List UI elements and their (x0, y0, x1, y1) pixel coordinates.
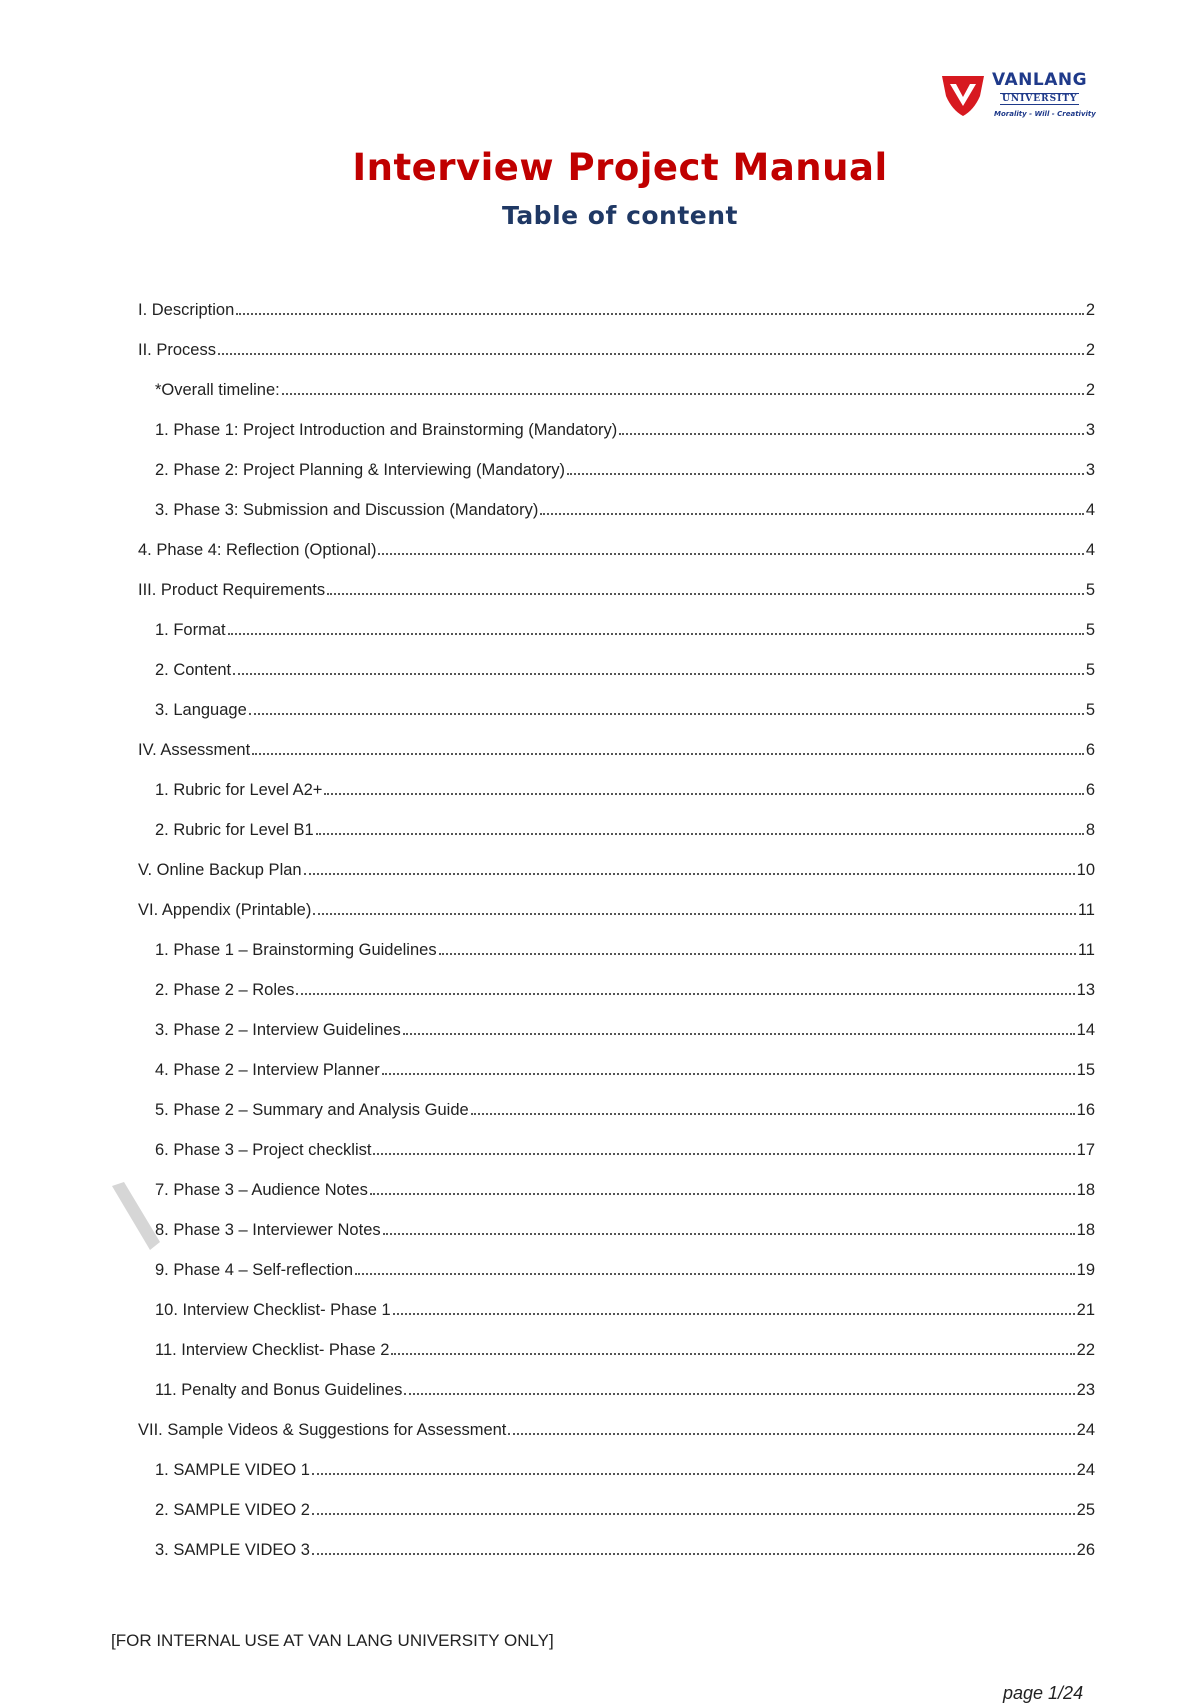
toc-dot-leader (619, 433, 1084, 435)
toc-dot-leader (327, 593, 1084, 595)
toc-dot-leader (304, 873, 1075, 875)
toc-dot-leader (471, 1113, 1075, 1115)
toc-entry[interactable] (138, 360, 1095, 400)
toc-dot-leader (391, 1353, 1074, 1355)
toc-entry-label: 6. Phase 3 – Project checklist (155, 1141, 372, 1159)
toc-dot-leader (567, 473, 1084, 475)
toc-entry-page: 24 (1076, 1421, 1095, 1439)
toc-entry-page: 5 (1085, 581, 1095, 599)
toc-dot-leader (249, 713, 1084, 715)
toc-dot-leader (236, 313, 1084, 315)
toc-entry-page: 15 (1076, 1061, 1095, 1079)
toc-entry[interactable] (138, 1080, 1095, 1120)
toc-dot-leader (404, 1393, 1074, 1395)
logo-subtitle: UNIVERSITY (1002, 94, 1078, 104)
toc-entry-label: 2. Rubric for Level B1 (155, 821, 314, 839)
toc-entry[interactable] (138, 600, 1095, 640)
toc-entry-page: 5 (1085, 621, 1095, 639)
toc-entry-label: 9. Phase 4 – Self-reflection (155, 1261, 354, 1279)
toc-entry[interactable] (138, 1440, 1095, 1480)
toc-entry[interactable] (138, 840, 1095, 880)
toc-entry-label: II. Process (138, 341, 216, 359)
page-title: Interview Project Manual (352, 146, 888, 189)
toc-entry-page: 4 (1085, 501, 1095, 519)
toc-entry-label: 2. Phase 2: Project Planning & Interviewing (Mandatory) (155, 461, 565, 479)
toc-entry-label: 1. Phase 1: Project Introduction and Brainstorming (Mandatory) (155, 421, 618, 439)
toc-entry[interactable] (138, 1360, 1095, 1400)
toc-entry-label: *Overall timeline: (155, 381, 280, 399)
toc-entry[interactable] (138, 760, 1095, 800)
toc-entry-page: 14 (1076, 1021, 1095, 1039)
toc-dot-leader (393, 1313, 1075, 1315)
toc-entry-label: 3. SAMPLE VIDEO 3 (155, 1541, 310, 1559)
toc-entry[interactable] (138, 320, 1095, 360)
toc-entry[interactable] (138, 720, 1095, 760)
toc-dot-leader (378, 553, 1083, 555)
toc-entry-page: 6 (1085, 781, 1095, 799)
toc-entry-label: 4. Phase 4: Reflection (Optional) (138, 541, 377, 559)
toc-entry-page: 3 (1085, 461, 1095, 479)
toc-entry-label: 11. Interview Checklist- Phase 2 (155, 1341, 390, 1359)
logo-name: VANLANG (992, 70, 1088, 90)
toc-entry-page: 22 (1076, 1341, 1095, 1359)
toc-dot-leader (312, 1553, 1075, 1555)
toc-entry-page: 2 (1085, 301, 1095, 319)
toc-entry-label: 1. SAMPLE VIDEO 1 (155, 1461, 310, 1479)
toc-entry-label: IV. Assessment (138, 741, 251, 759)
toc-entry-page: 24 (1076, 1461, 1095, 1479)
toc-dot-leader (403, 1033, 1075, 1035)
toc-dot-leader (370, 1193, 1075, 1195)
toc-entry-page: 4 (1085, 541, 1095, 559)
logo-motto: Morality - Will - Creativity (994, 110, 1096, 118)
toc-dot-leader (282, 393, 1084, 395)
toc-entry[interactable] (138, 1400, 1095, 1440)
toc-dot-leader (373, 1153, 1074, 1155)
toc-entry[interactable] (138, 960, 1095, 1000)
toc-entry-page: 13 (1076, 981, 1095, 999)
toc-dot-leader (508, 1433, 1074, 1435)
toc-entry-label: 3. Language (155, 701, 247, 719)
toc-entry-page: 5 (1085, 701, 1095, 719)
toc-dot-leader (313, 913, 1076, 915)
toc-entry-label: 5. Phase 2 – Summary and Analysis Guide (155, 1101, 469, 1119)
toc-entry[interactable] (138, 560, 1095, 600)
vanlang-shield-icon (940, 72, 986, 118)
toc-entry-label: 2. SAMPLE VIDEO 2 (155, 1501, 310, 1519)
toc-entry-page: 6 (1085, 741, 1095, 759)
table-of-contents (138, 280, 1095, 1560)
toc-entry-label: III. Product Requirements (138, 581, 326, 599)
toc-dot-leader (383, 1233, 1075, 1235)
toc-entry[interactable] (138, 920, 1095, 960)
toc-entry-label: 2. Content (155, 661, 232, 679)
toc-entry[interactable] (138, 1320, 1095, 1360)
toc-entry-label: 8. Phase 3 – Interviewer Notes (155, 1221, 381, 1239)
toc-dot-leader (312, 1513, 1075, 1515)
toc-entry-label: VII. Sample Videos & Suggestions for Assessment (138, 1421, 507, 1439)
toc-entry-page: 18 (1076, 1221, 1095, 1239)
toc-entry-page: 10 (1076, 861, 1095, 879)
toc-entry-page: 8 (1085, 821, 1095, 839)
toc-entry-page: 11 (1077, 901, 1095, 919)
toc-entry[interactable] (138, 1040, 1095, 1080)
toc-entry-page: 3 (1085, 421, 1095, 439)
toc-entry[interactable] (138, 520, 1095, 560)
toc-entry-page: 21 (1076, 1301, 1095, 1319)
footer-note: [FOR INTERNAL USE AT VAN LANG UNIVERSITY ONLY] (111, 1631, 554, 1650)
page-number: page 1/24 (1003, 1683, 1084, 1703)
toc-entry-label: 10. Interview Checklist- Phase 1 (155, 1301, 391, 1319)
toc-entry[interactable] (138, 880, 1095, 920)
toc-entry[interactable] (138, 680, 1095, 720)
toc-entry-label: V. Online Backup Plan (138, 861, 302, 879)
toc-entry-page: 2 (1085, 341, 1095, 359)
toc-dot-leader (233, 673, 1084, 675)
toc-entry[interactable] (138, 800, 1095, 840)
toc-entry-label: 1. Format (155, 621, 226, 639)
toc-entry-label: 4. Phase 2 – Interview Planner (155, 1061, 380, 1079)
toc-entry-page: 23 (1076, 1381, 1095, 1399)
toc-entry-page: 2 (1085, 381, 1095, 399)
toc-entry-label: I. Description (138, 301, 235, 319)
toc-entry[interactable] (138, 1200, 1095, 1240)
university-logo (940, 68, 1100, 124)
toc-entry-page: 25 (1076, 1501, 1095, 1519)
toc-entry[interactable] (138, 440, 1095, 480)
toc-dot-leader (355, 1273, 1075, 1275)
toc-entry-label: 1. Phase 1 – Brainstorming Guidelines (155, 941, 437, 959)
toc-dot-leader (439, 953, 1076, 955)
toc-entry-label: 3. Phase 2 – Interview Guidelines (155, 1021, 401, 1039)
toc-entry-page: 5 (1085, 661, 1095, 679)
toc-entry[interactable] (138, 640, 1095, 680)
toc-entry[interactable] (138, 480, 1095, 520)
toc-heading: Table of content (501, 201, 739, 230)
toc-dot-leader (252, 753, 1084, 755)
toc-entry[interactable] (138, 1120, 1095, 1160)
toc-dot-leader (228, 633, 1084, 635)
toc-entry-page: 11 (1077, 941, 1095, 959)
toc-entry-label: 7. Phase 3 – Audience Notes (155, 1181, 368, 1199)
toc-entry-label: 11. Penalty and Bonus Guidelines (155, 1381, 403, 1399)
toc-dot-leader (540, 513, 1083, 515)
toc-entry-label: 3. Phase 3: Submission and Discussion (Mandatory) (155, 501, 539, 519)
toc-entry-page: 17 (1076, 1141, 1095, 1159)
toc-entry-page: 16 (1076, 1101, 1095, 1119)
toc-dot-leader (312, 1473, 1075, 1475)
toc-entry-page: 18 (1076, 1181, 1095, 1199)
toc-entry[interactable] (138, 1000, 1095, 1040)
toc-entry[interactable] (138, 1160, 1095, 1200)
toc-entry-label: 2. Phase 2 – Roles (155, 981, 295, 999)
toc-dot-leader (324, 793, 1083, 795)
toc-entry[interactable] (138, 280, 1095, 320)
toc-entry[interactable] (138, 1480, 1095, 1520)
toc-entry-page: 26 (1076, 1541, 1095, 1559)
toc-dot-leader (296, 993, 1074, 995)
toc-entry-label: 1. Rubric for Level A2+ (155, 781, 323, 799)
toc-entry[interactable] (138, 400, 1095, 440)
toc-dot-leader (316, 833, 1084, 835)
toc-entry[interactable] (138, 1280, 1095, 1320)
pencil-mark-icon (106, 1180, 164, 1254)
toc-entry-label: VI. Appendix (Printable) (138, 901, 312, 919)
toc-entry[interactable] (138, 1520, 1095, 1560)
toc-entry[interactable] (138, 1240, 1095, 1280)
toc-dot-leader (218, 353, 1084, 355)
toc-dot-leader (382, 1073, 1075, 1075)
toc-entry-page: 19 (1076, 1261, 1095, 1279)
